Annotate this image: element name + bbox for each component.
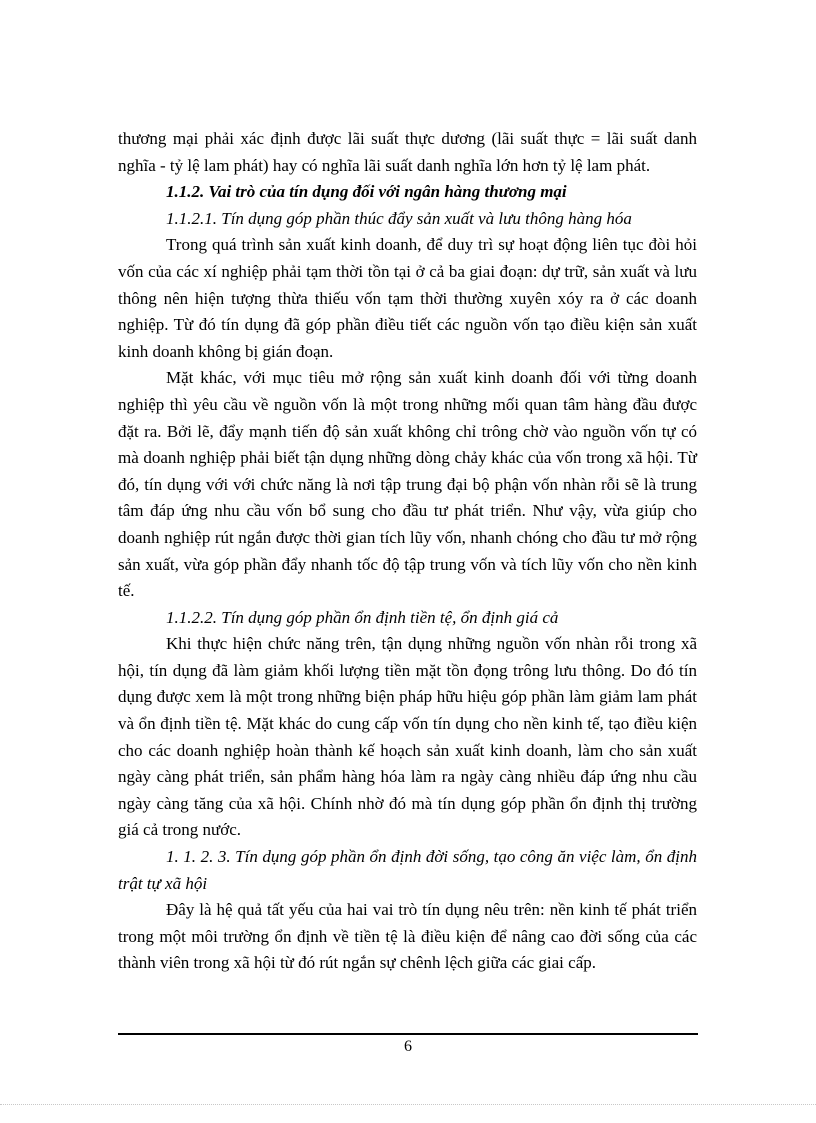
paragraph: Mặt khác, với mục tiêu mở rộng sản xuất kinh doanh đối với từng doanh nghiệp thì yêu cầu về nguồn vốn là một trong những mối quan tâm hàng đầu được đặt ra. Bởi lẽ, đẩy mạnh tiến độ sản xuất không chỉ trông chờ vào nguồn vốn tự có mà doanh nghiệp phải biết tận dụng những dòng chảy khác của vốn trong xã hội. Từ đó, tín dụng với với chức năng là nơi tập trung đại bộ phận vốn nhàn rỗi sẽ là trung tâm đáp ứng nhu cầu vốn bổ sung cho đầu tư phát triển. Như vậy, vừa giúp cho doanh nghiệp rút ngắn được thời gian tích lũy vốn, nhanh chóng cho đầu tư mở rộng sản xuất, vừa góp phần đẩy nhanh tốc độ tập trung vốn và tích lũy vốn cho nền kinh tế. [118,368,697,601]
paragraph-continuation: thương mại phải xác định được lãi suất thực dương (lãi suất thực = lãi suất danh nghĩa - tỷ lệ lam phát) hay có nghĩa lãi suất danh nghĩa lớn hơn tỷ lệ lam phát. [118,129,697,175]
page-body [118,126,697,977]
subsection-heading-1-1-2-1: 1.1.2.1. Tín dụng góp phần thúc đẩy sản xuất và lưu thông hàng hóa [166,208,632,228]
subsection-heading-1-1-2-3: 1. 1. 2. 3. Tín dụng góp phần ổn định đời sống, tạo công ăn việc làm, ổn định trật tự xã hội [118,847,697,893]
subsection-heading-1-1-2-2: 1.1.2.2. Tín dụng góp phần ổn định tiền tệ, ổn định giá cả [166,607,559,627]
paragraph: Trong quá trình sản xuất kinh doanh, để duy trì sự hoạt động liên tục đòi hỏi vốn của các xí nghiệp phải tạm thời tồn tại ở cả ba giai đoạn: dự trữ, sản xuất và lưu thông nên hiện tượng thừa thiếu vốn tạm thời thường xuyên xóy ra ở các doanh nghiệp. Từ đó tín dụng đã góp phần điều tiết các nguồn vốn tạo điều kiện sản xuất kinh doanh không bị gián đoạn. [118,235,697,361]
paragraph: Đây là hệ quả tất yếu của hai vai trò tín dụng nêu trên: nền kinh tế phát triển trong một môi trường ổn định về tiền tệ là điều kiện để nâng cao đời sống của các thành viên trong xã hội từ đó rút ngắn sự chênh lệch giữa các giai cấp. [118,900,697,973]
section-heading-1-1-2: 1.1.2. Vai trò của tín dụng đối với ngân hàng thương mại [166,182,567,202]
page-number: 6 [404,1038,412,1055]
page-edge-divider [0,1104,816,1106]
footer-rule [118,1033,698,1035]
paragraph: Khi thực hiện chức năng trên, tận dụng những nguồn vốn nhàn rỗi trong xã hội, tín dụng đã làm giảm khối lượng tiền mặt tồn đọng trông lưu thông. Do đó tín dụng được xem là một trong những biện pháp hữu hiệu góp phần làm giảm lam phát và ổn định tiền tệ. Mặt khác do cung cấp vốn tín dụng cho nền kinh tế, tạo điều kiện cho các doanh nghiệp hoàn thành kế hoạch sản xuất kinh doanh, làm cho sản xuất ngày càng phát triển, sản phẩm hàng hóa làm ra ngày càng nhiều đáp ứng nhu cầu ngày càng tăng của xã hội. Chính nhờ đó mà tín dụng góp phần ổn định thị trường giá cả trong nước. [118,634,697,840]
